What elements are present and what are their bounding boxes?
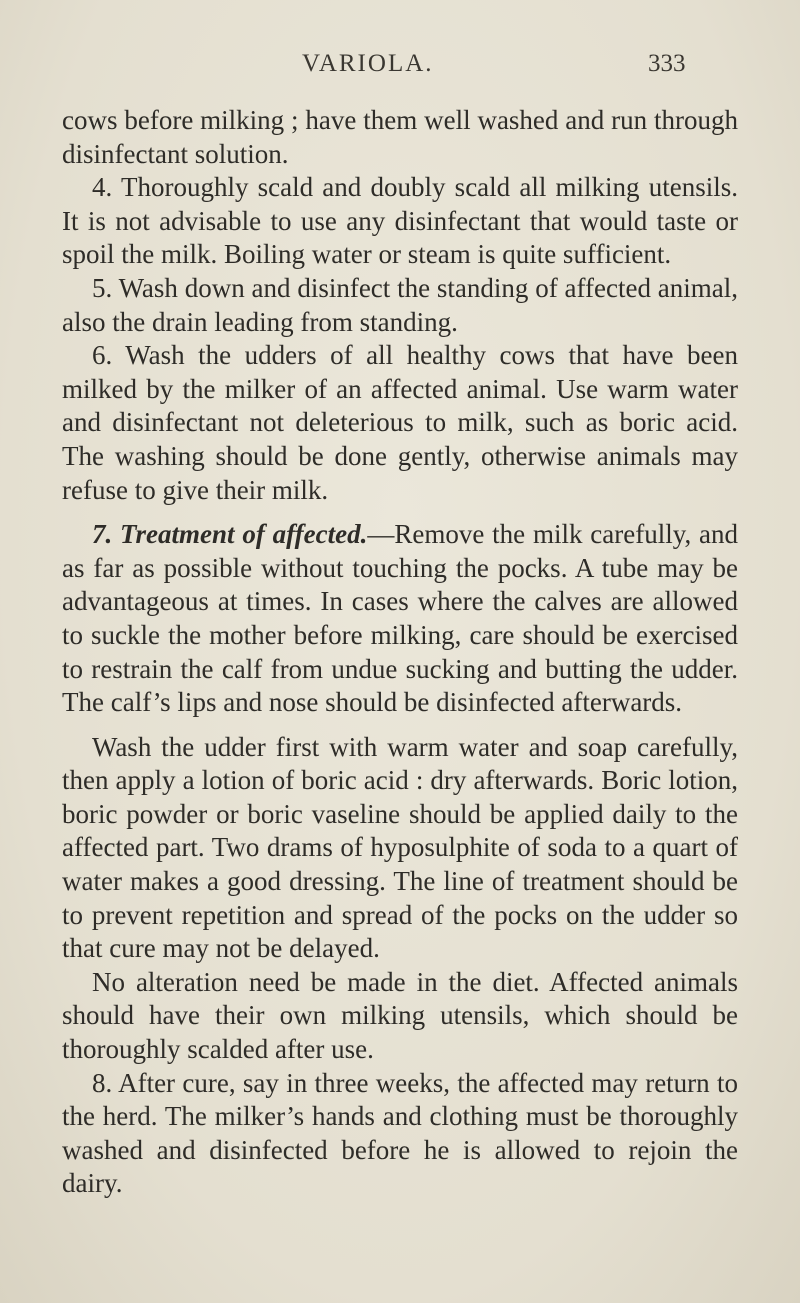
body-text xyxy=(62,104,738,1201)
paragraph-continuation: cows before milking ; have them well washed and run through disinfectant solution. xyxy=(62,105,738,169)
running-head xyxy=(0,50,800,80)
paragraph-item-5: 5. Wash down and disinfect the standing of affected animal, also the drain leading from standing. xyxy=(62,272,738,337)
paragraph-diet: No alteration need be made in the diet. Affected animals should have their own milking utensils, which should be thoroughly scalded after use. xyxy=(62,966,738,1065)
paragraph-udder-washing: Wash the udder first with warm water and soap carefully, then apply a lotion of boric acid : dry afterwards. Boric lotion, boric powder or boric vaseline should be applied daily to the affected part. Two drams of hyposulphite of soda to a quart of water makes a good dressing. The line of treatment should be to prevent repetition and spread of the pocks on the udder so that cure may not be delayed. xyxy=(62,731,738,964)
paragraph-item-8: 8. After cure, say in three weeks, the affected may return to the herd. The milker’s hands and clothing must be thoroughly washed and disinfected before he is allowed to rejoin the dairy. xyxy=(62,1067,738,1199)
page-number: 333 xyxy=(648,50,686,77)
treatment-subheading: 7. Treatment of affected. xyxy=(92,519,368,550)
running-title: VARIOLA. xyxy=(302,50,434,77)
paragraph-item-7 xyxy=(62,518,738,720)
treatment-text: —Remove the milk carefully, and as far as possible without touching the pocks. A tube may be advantageous at times. In cases where the calves are allowed to suckle the mother before milking, care should be exercised to restrain the calf from undue sucking and butting the udder. The calf’s lips and nose should be disinfected afterwards. xyxy=(62,519,738,718)
paragraph-item-6: 6. Wash the udders of all healthy cows that have been milked by the milker of an affected animal. Use warm water and disinfectant not deleterious to milk, such as boric acid. The washing should be done gently, otherwise animals may refuse to give their milk. xyxy=(62,340,738,505)
paragraph-item-4: 4. Thoroughly scald and doubly scald all milking utensils. It is not advisable to use any disinfectant that would taste or spoil the milk. Boiling water or steam is quite sufficient. xyxy=(62,172,738,270)
